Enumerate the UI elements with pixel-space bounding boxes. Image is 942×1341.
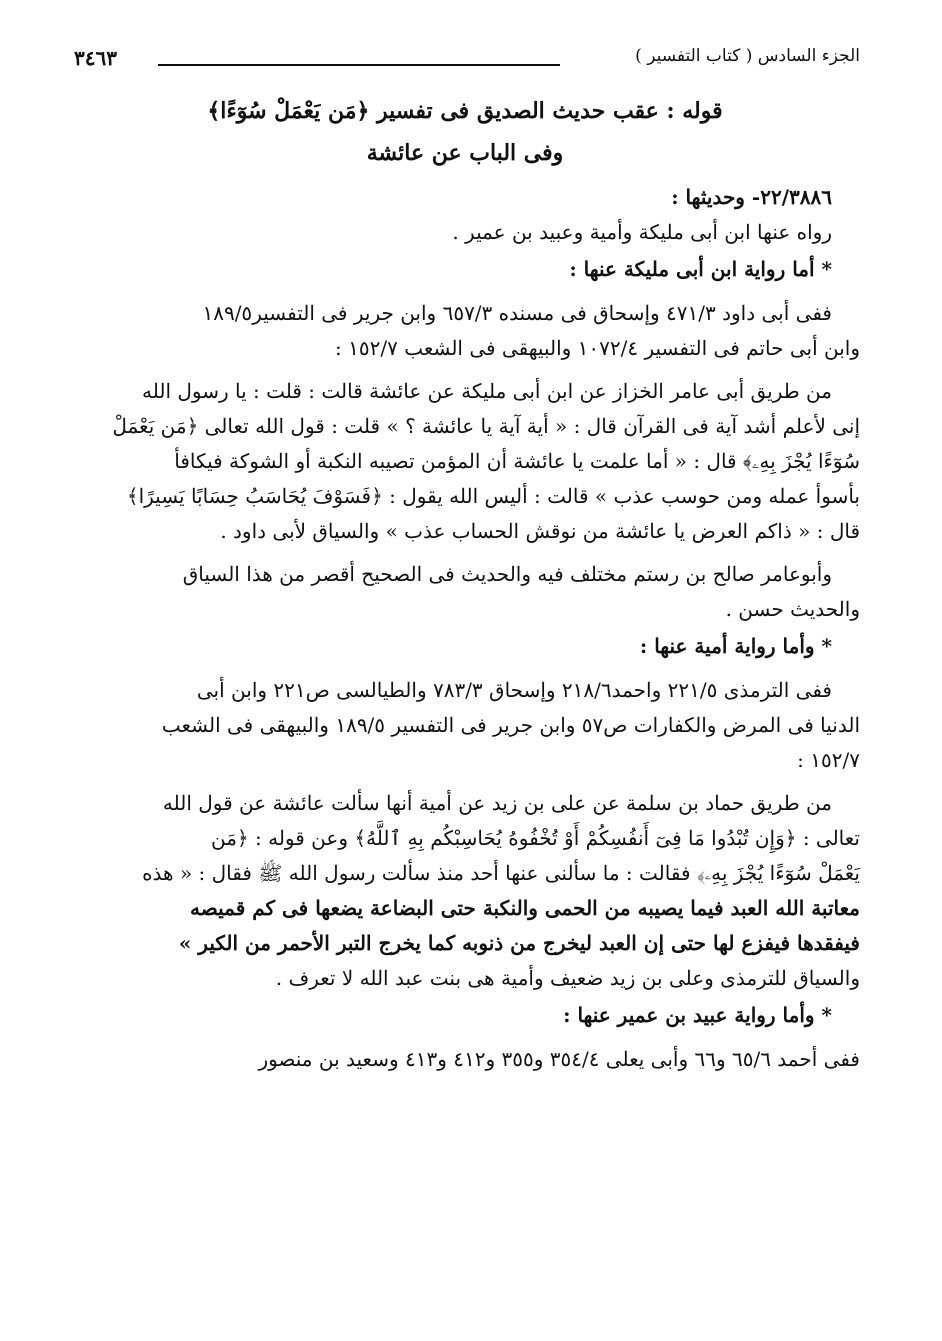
source-line: ففى الترمذى ٢٢١/٥ واحمد٢١٨/٦ وإسحاق ٧٨٣/٣ والطيالسى ص٢٢١ وابن أبى	[196, 678, 832, 702]
text-umayya	[70, 786, 860, 996]
source-line: الدنيا فى المرض والكفارات ص٥٧ وابن جرير فى التفسير ١٨٩/٥ والبيهقى فى الشعب	[161, 713, 860, 737]
text-line: سُوٓءًا يُجْزَ بِهِۦ﴾ قال : « أما علمت يا عائشة أن المؤمن تصيبه النكبة أو الشوكة فيكافأ	[174, 449, 860, 473]
subsection-title-umayya: * وأما رواية أمية عنها :	[639, 634, 832, 658]
text-line: تعالى : ﴿وَإِن تُبْدُوا مَا فِىٓ أَنفُسِكُمْ أَوْ تُخْفُوهُ يُحَاسِبْكُم بِهِ ٱللَّهُ﴾ وعن قوله : ﴿مَن	[210, 826, 860, 850]
source-line: ففى أحمد ٦٥/٦ و٦٦ وأبى يعلى ٣٥٤/٤ و٣٥٥ و٤١٢ و٤١٣ وسعيد بن منصور	[258, 1047, 860, 1071]
note-abi-mulayka	[70, 557, 860, 627]
text-line: من طريق أبى عامر الخزاز عن ابن أبى مليكة عن عائشة قالت : قلت : يا رسول الله	[142, 379, 832, 403]
text-line: يَعْمَلْ سُوٓءًا يُجْزَ بِهِۦ﴾ فقالت : ما سألنى عنها أحد منذ سألت رسول الله ﷺ فقال : « هذه	[142, 861, 860, 885]
subsection-title-abi-mulayka: * أما رواية ابن أبى مليكة عنها :	[569, 257, 832, 281]
note-line: وأبوعامر صالح بن رستم مختلف فيه والحديث فى الصحيح أقصر من هذا السياق	[182, 562, 832, 586]
text-line: بأسوأ عمله ومن حوسب عذب » قالت : أليس الله يقول : ﴿فَسَوْفَ يُحَاسَبُ حِسَابًا يَسِيرًا﴾	[126, 484, 860, 508]
intro-text: رواه عنها ابن أبى مليكة وأمية وعبيد بن عمير .	[452, 220, 832, 244]
page-header	[70, 40, 860, 80]
subsection-title-ubayd: * وأما رواية عبيد بن عمير عنها :	[563, 1003, 832, 1027]
heading-line-2: وفى الباب عن عائشة	[366, 140, 564, 166]
source-line: ففى أبى داود ٤٧١/٣ وإسحاق فى مسنده ٦٥٧/٣ وابن جرير فى التفسير١٨٩/٥	[202, 301, 832, 325]
source-line: ١٥٢/٧ :	[797, 748, 860, 772]
note-line: والحديث حسن .	[725, 597, 860, 621]
text-line: معاتبة الله العبد فيما يصيبه من الحمى والنكبة حتى البضاعة يضعها فى كم قميصه	[190, 896, 860, 920]
text-abi-mulayka	[70, 374, 860, 549]
header-rule	[158, 64, 560, 66]
heading-line-1: قوله : عقب حديث الصديق فى تفسير ﴿مَن يَعْمَلْ سُوٓءًا﴾	[207, 98, 723, 124]
sources-abi-mulayka	[70, 296, 860, 366]
sources-umayya	[70, 673, 860, 778]
document-page	[70, 40, 860, 1077]
running-title: الجزء السادس ( كتاب التفسير )	[635, 46, 860, 66]
text-line: إنى لأعلم أشد آية فى القرآن قال : « أية آية يا عائشة ؟ » قلت : قول الله تعالى ﴿مَن يَعْمَلْ	[112, 414, 860, 438]
source-line: وابن أبى حاتم فى التفسير ١٠٧٢/٤ والبيهقى فى الشعب ١٥٢/٧ :	[335, 336, 860, 360]
text-line: من طريق حماد بن سلمة عن على بن زيد عن أمية أنها سألت عائشة عن قول الله	[162, 791, 832, 815]
text-line: فيفقدها فيفزع لها حتى إن العبد ليخرج من ذنوبه كما يخرج التبر الأحمر من الكير »	[178, 931, 860, 955]
text-line: والسياق للترمذى وعلى بن زيد ضعيف وأمية هى بنت عبد الله لا تعرف .	[275, 966, 860, 990]
hadith-number: ٢٢/٣٨٨٦- وحديثها :	[671, 185, 832, 209]
page-number: ٣٤٦٣	[74, 46, 117, 70]
text-line: قال : « ذاكم العرض يا عائشة من نوقش الحساب عذب » والسياق لأبى داود .	[220, 519, 860, 543]
section-heading	[70, 90, 860, 174]
sources-ubayd	[70, 1042, 860, 1077]
